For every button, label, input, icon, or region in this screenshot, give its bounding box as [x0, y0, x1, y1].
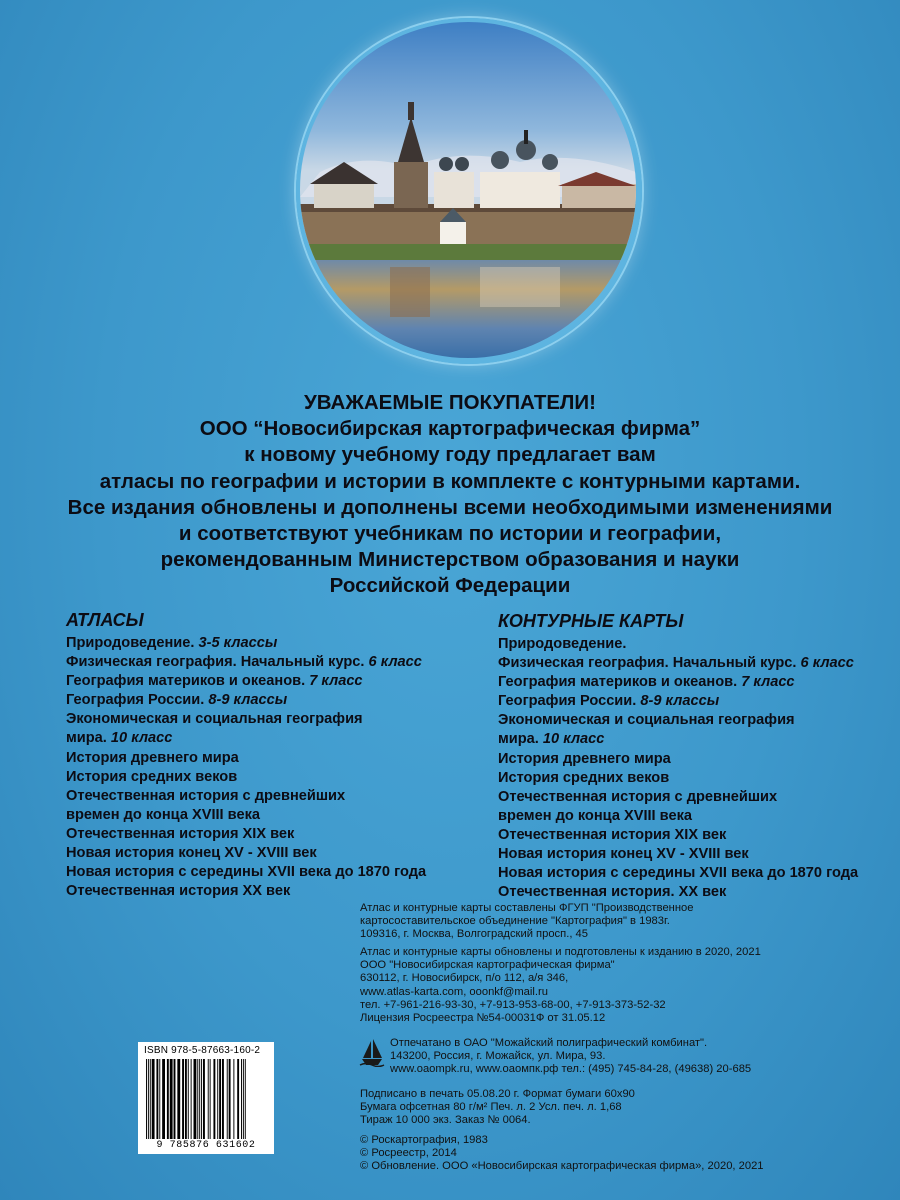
barcode-bar: [197, 1059, 198, 1139]
barcode-bar: [150, 1059, 151, 1139]
barcode-bar: [237, 1059, 239, 1139]
barcode-bar: [156, 1059, 158, 1139]
list-item: Экономическая и социальная география: [498, 712, 795, 729]
list-item: Отечественная история. XX век: [498, 884, 727, 901]
barcode-bar: [203, 1059, 205, 1139]
imprint-line: картосоставительское объединение "Картография" в 1983г.: [360, 915, 670, 928]
boat-logo-icon: [358, 1037, 386, 1067]
list-item: Отечественная история с древнейших: [66, 787, 346, 804]
barcode-bar: [199, 1059, 200, 1139]
list-item: Экономическая и социальная география: [66, 711, 363, 728]
barcode-bar: [191, 1059, 192, 1139]
isbn-label: ISBN 978-5-87663-160-2: [144, 1045, 261, 1056]
barcode-bar: [177, 1059, 180, 1139]
imprint-compiled: [360, 902, 693, 942]
list-item: География России. 8-9 классы: [66, 692, 288, 709]
list-item: Отечественная история XIX век: [66, 825, 295, 842]
isbn-barcode: [138, 1042, 274, 1154]
barcode-bar: [182, 1059, 184, 1139]
monastery-photo: [300, 22, 636, 358]
announcement-line: рекомендованным Министерством образования и науки: [160, 548, 740, 572]
imprint-line: тел. +7-961-216-93-30, +7-913-953-68-00, +7-913-373-52-32: [360, 998, 666, 1011]
imprint-line: Подписано в печать 05.08.20 г. Формат бумаги 60х90: [360, 1088, 635, 1100]
list-item: Физическая география. Начальный курс. 6 класс: [66, 654, 422, 671]
announcement-line: ООО “Новосибирская картографическая фирма”: [199, 417, 701, 441]
barcode-bar: [152, 1059, 155, 1139]
list-item: Новая история конец XV - XVIII век: [498, 846, 749, 863]
imprint-line: Тираж 10 000 экз. Заказ № 0064.: [360, 1114, 531, 1127]
barcode-bar: [229, 1059, 231, 1139]
imprint-line: Лицензия Росреестра №54-00031Ф от 31.05.12: [360, 1012, 606, 1025]
barcode-bar: [146, 1059, 147, 1139]
list-item: Новая история с середины XVII века до 1870 года: [498, 865, 859, 882]
barcode-bar: [219, 1059, 221, 1139]
list-item: мира. 10 класс: [498, 731, 605, 748]
barcode-bar: [185, 1059, 187, 1139]
announcement-line: атласы по географии и истории в комплекте с контурными картами.: [99, 469, 801, 493]
barcode-bar: [222, 1059, 224, 1139]
imprint-line: 143200, Россия, г. Можайск, ул. Мира, 93.: [390, 1050, 606, 1063]
barcode-bar: [188, 1059, 189, 1139]
barcode-bar: [241, 1059, 242, 1139]
imprint-line: 630112, г. Новосибирск, п/о 112, а/я 346,: [360, 972, 569, 985]
barcode-bar: [227, 1059, 228, 1139]
barcode-bar: [208, 1059, 209, 1139]
contour-maps-heading: КОНТУРНЫЕ КАРТЫ: [498, 611, 684, 631]
barcode-bar: [167, 1059, 169, 1139]
announcement-line: Все издания обновлены и дополнены всеми необходимыми изменениями: [67, 495, 833, 519]
barcode-bar: [245, 1059, 246, 1139]
imprint-line: © Обновление. ООО «Новосибирская картографическая фирма», 2020, 2021: [360, 1160, 764, 1173]
imprint-copyright: [360, 1134, 764, 1174]
list-item: мира. 10 класс: [66, 730, 173, 747]
barcode-bar: [217, 1059, 218, 1139]
imprint-line: Бумага офсетная 80 г/м² Печ. л. 2 Усл. печ. л. 1,68: [360, 1101, 622, 1114]
barcode-bar: [201, 1059, 202, 1139]
barcode-bar: [194, 1059, 197, 1139]
list-item: История древнего мира: [66, 749, 239, 766]
barcode-bar: [174, 1059, 176, 1139]
list-item: Природоведение.: [498, 636, 627, 652]
barcode-bar: [243, 1059, 244, 1139]
list-item: Отечественная история XIX век: [498, 826, 727, 843]
announcement: [0, 390, 900, 600]
barcode-bar: [148, 1059, 149, 1139]
list-item: времен до конца XVIII века: [498, 807, 692, 824]
list-item: История средних веков: [66, 768, 238, 785]
list-item: Природоведение. 3-5 классы: [66, 635, 278, 651]
list-item: Новая история конец XV - XVIII век: [66, 845, 317, 862]
atlases-list: [66, 608, 486, 901]
imprint-line: ООО "Новосибирская картографическая фирма": [360, 959, 615, 972]
imprint-line: 109316, г. Москва, Волгоградский просп., 45: [360, 928, 588, 941]
imprint-line: Отпечатано в ОАО "Можайский полиграфический комбинат".: [390, 1037, 708, 1049]
announcement-line: к новому учебному году предлагает вам: [244, 443, 656, 467]
imprint-line: Атлас и контурные карты обновлены и подготовлены к изданию в 2020, 2021: [360, 946, 761, 958]
list-item: Отечественная история с древнейших: [498, 788, 778, 805]
barcode-bar: [159, 1059, 160, 1139]
barcode-bar: [210, 1059, 211, 1139]
list-item: Новая история с середины XVII века до 1870 года: [66, 864, 427, 881]
list-item: Физическая география. Начальный курс. 6 класс: [498, 655, 854, 672]
imprint-line: www.atlas-karta.com, ooonkf@mail.ru: [360, 985, 548, 998]
imprint-publisher: [360, 946, 761, 1025]
imprint-line: © Роскартография, 1983: [360, 1134, 488, 1146]
barcode-bars: [144, 1059, 268, 1139]
atlases-heading: АТЛАСЫ: [66, 610, 144, 630]
announcement-line: и соответствуют учебникам по истории и географии,: [178, 522, 722, 546]
list-item: География материков и океанов. 7 класс: [498, 674, 795, 691]
barcode-bar: [213, 1059, 215, 1139]
imprint-printer: [390, 1037, 751, 1077]
list-item: История древнего мира: [498, 750, 671, 767]
imprint-line: © Росреестр, 2014: [360, 1147, 457, 1160]
announcement-line: Российской Федерации: [329, 574, 571, 598]
list-item: География материков и океанов. 7 класс: [66, 673, 363, 690]
barcode-bar: [233, 1059, 234, 1139]
list-item: Отечественная история XX век: [66, 883, 291, 900]
list-item: География России. 8-9 классы: [498, 693, 720, 710]
imprint-line: www.oaompk.ru, www.оаомпк.рф тел.: (495) 745-84-28, (49638) 20-685: [390, 1063, 752, 1076]
imprint-print-details: [360, 1088, 635, 1128]
barcode-bar: [162, 1059, 165, 1139]
barcode-bar: [170, 1059, 173, 1139]
imprint-line: Атлас и контурные карты составлены ФГУП "Производственное: [360, 902, 694, 914]
isbn-digits: 9 785876 631602: [156, 1140, 256, 1151]
contour-maps-list: [498, 609, 898, 902]
list-item: История средних веков: [498, 769, 670, 786]
announcement-line: УВАЖАЕМЫЕ ПОКУПАТЕЛИ!: [304, 391, 596, 414]
list-item: времен до конца XVIII века: [66, 806, 260, 823]
